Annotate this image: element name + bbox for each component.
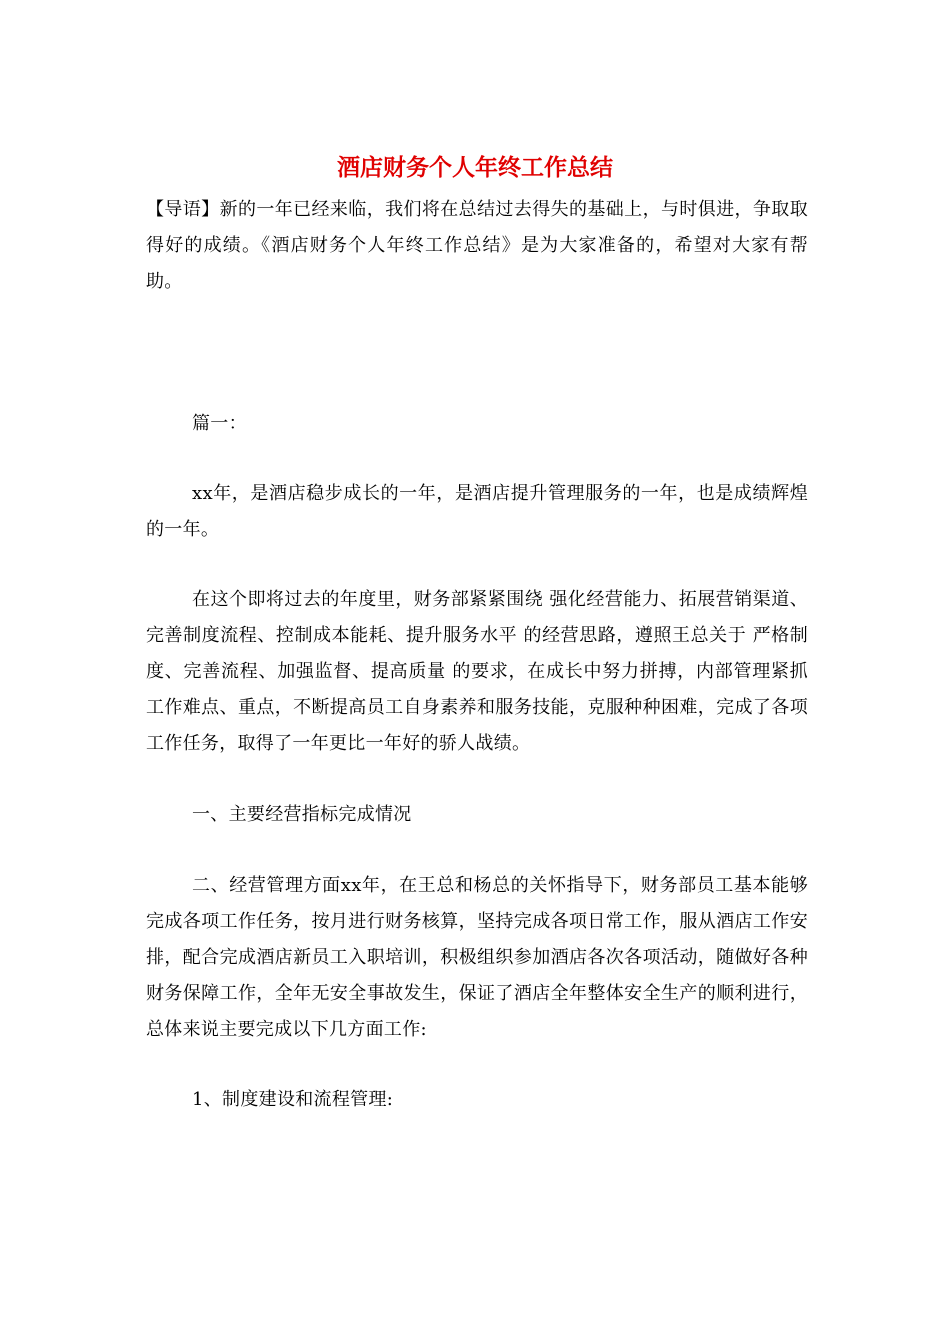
section-heading-main-indicators: 一、主要经营指标完成情况	[192, 804, 412, 825]
body-paragraph-year-summary: xx年，是酒店稳步成长的一年，是酒店提升管理服务的一年，也是成绩辉煌的一年。	[146, 483, 808, 540]
intro-paragraph: 【导语】新的一年已经来临，我们将在总结过去得失的基础上，与时俱进，争取取得好的成绩。《酒店财务个人年终工作总结》是为大家准备的，希望对大家有帮助。	[146, 199, 808, 292]
section-label-part-one: 篇一：	[192, 413, 247, 434]
document-title: 酒店财务个人年终工作总结	[337, 154, 613, 181]
body-paragraph-operations-management: 二、经营管理方面xx年，在王总和杨总的关怀指导下，财务部员工基本能够完成各项工作任务，按月进行财务核算，坚持完成各项日常工作，服从酒店工作安排，配合完成酒店新员工入职培训，积极组织参加酒店各次各项活动，随做好各种财务保障工作，全年无安全事故发生，保证了酒店全年整体安全生产的顺利进行，总体来说主要完成以下几方面工作:	[146, 875, 808, 1040]
body-paragraph-finance-department: 在这个即将过去的年度里，财务部紧紧围绕 强化经营能力、拓展营销渠道、完善制度流程、控制成本能耗、提升服务水平 的经营思路，遵照王总关于 严格制度、完善流程、加强监督、提高质量 的要求，在成长中努力拼搏，内部管理紧抓工作难点、重点，不断提高员工自身素养和服务技能，克服种种困难，完成了各项工作任务，取得了一年更比一年好的骄人战绩。	[146, 589, 808, 754]
subsection-heading-system-process: 1、制度建设和流程管理:	[192, 1089, 394, 1110]
